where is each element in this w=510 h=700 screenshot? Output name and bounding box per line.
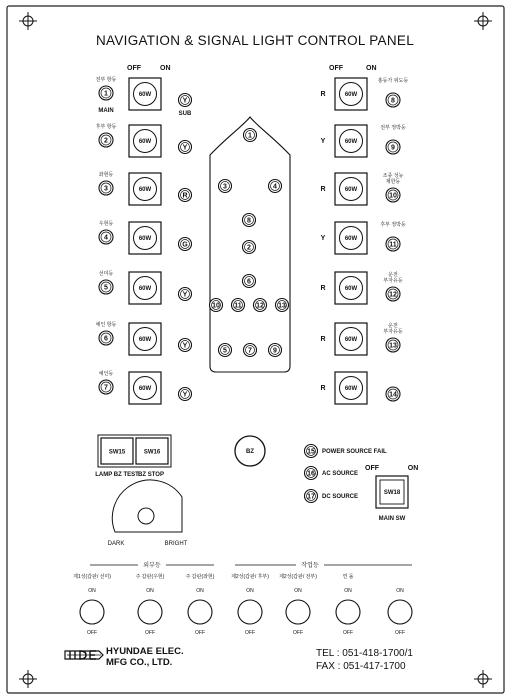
left-lamp-color-3-number: R <box>182 192 188 200</box>
left-lamp-indicator-4-number: 4 <box>104 234 108 242</box>
bottom-switch-2[interactable] <box>138 600 162 624</box>
right-lamp-switch-4[interactable] <box>335 222 367 254</box>
right-lamp-indicator-5 <box>386 287 400 301</box>
ship-lamp-8 <box>243 214 256 227</box>
left-lamp-switch-4[interactable] <box>129 222 161 254</box>
bottom-switch-on-7: ON <box>396 588 404 594</box>
ship-lamp-2 <box>243 241 256 254</box>
source-indicator-label-16: AC SOURCE <box>322 471 359 477</box>
left-lamp-label-4: 우현등 <box>98 221 114 227</box>
source-indicator-17 <box>305 490 318 503</box>
bottom-switch-4[interactable] <box>238 600 262 624</box>
left-lamp-color-7 <box>179 388 192 401</box>
bottom-switch-off-5: OFF <box>293 630 303 636</box>
buzzer-label: BZ <box>246 449 254 455</box>
ship-lamp-13-number: 13 <box>278 302 286 310</box>
left-lamp-indicator-7 <box>99 380 113 394</box>
bottom-switch-label-4: 제2성(갑판/ 후부) <box>231 574 269 580</box>
right-lamp-indicator-3 <box>386 188 400 202</box>
ship-lamp-6 <box>243 275 256 288</box>
bottom-switch-label-3: 주 갑판(좌현) <box>185 574 215 580</box>
right-lamp-indicator-6-number: 13 <box>389 342 397 350</box>
ship-lamp-13 <box>276 299 289 312</box>
on-label-left: ON <box>160 65 171 72</box>
ship-lamp-12 <box>254 299 267 312</box>
dimmer-bright-label: BRIGHT <box>164 541 188 547</box>
company-name-line2: MFG CO., LTD. <box>106 657 173 668</box>
left-lamp-switch-2[interactable] <box>129 125 161 157</box>
hde-logo <box>65 651 103 659</box>
on-label-right: ON <box>366 65 377 72</box>
left-lamp-color-1 <box>179 94 192 107</box>
left-lamp-switch-3-rating: 60W <box>138 187 152 193</box>
outer-group-label: 외부등 <box>143 563 161 569</box>
left-lamp-color-1-number: Y <box>182 97 188 105</box>
bz-stop-button[interactable] <box>136 438 168 464</box>
bottom-switch-label-5: 제2성(갑판/ 전부) <box>279 574 317 580</box>
ship-lamp-3-number: 3 <box>223 183 227 191</box>
left-lamp-label-5: 선미등 <box>98 271 114 277</box>
left-lamp-switch-7[interactable] <box>129 372 161 404</box>
ship-lamp-7-number: 7 <box>248 347 252 355</box>
source-indicator-16 <box>305 467 318 480</box>
bottom-switch-off-6: OFF <box>343 630 353 636</box>
bottom-switch-off-3: OFF <box>195 630 205 636</box>
left-lamp-color-5-number: Y <box>182 291 188 299</box>
bottom-switch-off-4: OFF <box>245 630 255 636</box>
ship-lamp-11-number: 11 <box>234 302 242 310</box>
left-lamp-switch-6[interactable] <box>129 323 161 355</box>
left-lamp-indicator-4 <box>99 230 113 244</box>
source-indicator-label-17: DC SOURCE <box>322 494 359 500</box>
left-lamp-indicator-2 <box>99 133 113 147</box>
fax-number: FAX : 051-417-1700 <box>316 661 406 672</box>
left-lamp-color-2-number: Y <box>182 144 188 152</box>
right-lamp-label-6: 운전 <box>388 323 398 329</box>
left-lamp-switch-4-rating: 60W <box>138 236 152 242</box>
bottom-switch-1[interactable] <box>80 600 104 624</box>
right-lamp-label2-6: 부자유등 <box>383 329 403 335</box>
right-lamp-label-5: 운전 <box>388 272 398 278</box>
right-lamp-switch-5-rating: 60W <box>344 286 358 292</box>
source-indicator-17-number: 17 <box>307 493 315 501</box>
ship-lamp-12-number: 12 <box>256 302 264 310</box>
work-group-label: 작업등 <box>301 563 319 569</box>
left-lamp-indicator-7-number: 7 <box>104 384 108 392</box>
main-sw-off-label: OFF <box>365 465 379 472</box>
right-lamp-switch-1[interactable] <box>335 78 367 110</box>
left-lamp-label-7: 예인등 <box>98 371 114 377</box>
right-lamp-color-7: R <box>320 385 326 392</box>
left-lamp-label-6: 예인 항등 <box>95 322 117 328</box>
bottom-switch-label-1: 제1성(갑판/ 선미) <box>73 574 111 580</box>
right-lamp-indicator-4 <box>386 237 400 251</box>
right-lamp-indicator-5-number: 12 <box>389 291 397 299</box>
left-lamp-color-5 <box>179 288 192 301</box>
left-lamp-color-4 <box>179 238 192 251</box>
ship-lamp-5-number: 5 <box>223 347 227 355</box>
off-label-left: OFF <box>127 65 141 72</box>
right-lamp-color-5: R <box>320 285 326 292</box>
right-lamp-indicator-4-number: 11 <box>389 241 397 249</box>
left-lamp-indicator-1 <box>99 86 113 100</box>
right-lamp-indicator-2 <box>386 140 400 154</box>
bz-stop-button-label: SW16 <box>143 449 161 456</box>
left-lamp-switch-3[interactable] <box>129 173 161 205</box>
right-lamp-switch-4-rating: 60W <box>344 236 358 242</box>
lamp-bz-test-button-label: SW15 <box>108 449 126 456</box>
right-lamp-switch-3[interactable] <box>335 173 367 205</box>
right-lamp-switch-3-rating: 60W <box>344 187 358 193</box>
right-lamp-switch-2[interactable] <box>335 125 367 157</box>
ship-lamp-3 <box>219 180 232 193</box>
left-lamp-switch-2-rating: 60W <box>138 139 152 145</box>
bottom-switch-5[interactable] <box>286 600 310 624</box>
off-label-right: OFF <box>329 65 343 72</box>
left-lamp-switch-1[interactable] <box>129 78 161 110</box>
ship-lamp-4-number: 4 <box>273 183 277 191</box>
left-lamp-switch-7-rating: 60W <box>138 386 152 392</box>
ship-lamp-8-number: 8 <box>247 217 251 225</box>
ship-lamp-10-number: 10 <box>212 302 220 310</box>
left-lamp-indicator-6 <box>99 331 113 345</box>
right-lamp-label-3: 조종 성능 <box>382 173 404 179</box>
left-lamp-switch-5-rating: 60W <box>138 286 152 292</box>
left-lamp-indicator-2-number: 2 <box>104 137 108 145</box>
right-lamp-color-2: Y <box>320 138 326 145</box>
right-lamp-switch-7[interactable] <box>335 372 367 404</box>
left-lamp-color-7-number: Y <box>182 391 188 399</box>
ship-lamp-9 <box>269 344 282 357</box>
right-lamp-switch-2-rating: 60W <box>344 139 358 145</box>
right-lamp-label-4: 후부 정박등 <box>380 222 406 228</box>
right-lamp-color-4: Y <box>320 235 326 242</box>
right-lamp-indicator-3-number: 10 <box>389 192 397 200</box>
main-sw-on-label: ON <box>407 465 419 472</box>
bottom-switch-off-2: OFF <box>145 630 155 636</box>
right-lamp-switch-5[interactable] <box>335 272 367 304</box>
ship-lamp-4 <box>269 180 282 193</box>
dimmer-dark-label: DARK <box>107 541 125 547</box>
source-indicator-15-number: 15 <box>307 448 315 456</box>
right-lamp-label-1: 홍등가 위도등 <box>377 78 409 84</box>
bottom-switch-on-5: ON <box>294 588 302 594</box>
right-lamp-label-2: 전부 정박등 <box>380 125 406 131</box>
left-lamp-sub-1: MAIN <box>98 108 114 114</box>
right-lamp-switch-1-rating: 60W <box>344 92 358 98</box>
right-lamp-switch-6-rating: 60W <box>344 337 358 343</box>
right-lamp-color-1: R <box>320 91 326 98</box>
bottom-switch-on-1: ON <box>88 588 96 594</box>
left-lamp-color-6 <box>179 339 192 352</box>
ship-lamp-10 <box>210 299 223 312</box>
bz-stop-caption: BZ STOP <box>138 472 164 478</box>
ship-lamp-1 <box>244 129 257 142</box>
bottom-switch-on-4: ON <box>246 588 254 594</box>
left-lamp-color-4-number: G <box>182 241 188 249</box>
right-lamp-color-6: R <box>320 336 326 343</box>
left-lamp-color-2 <box>179 141 192 154</box>
bottom-switch-7[interactable] <box>388 600 412 624</box>
left-lamp-color-sub-1: SUB <box>178 111 192 117</box>
left-lamp-indicator-6-number: 6 <box>104 335 108 343</box>
main-switch[interactable] <box>376 476 408 508</box>
left-lamp-indicator-1-number: 1 <box>104 90 108 98</box>
ship-lamp-1-number: 1 <box>248 132 252 140</box>
right-lamp-indicator-2-number: 9 <box>391 144 395 152</box>
tel-number: TEL : 051-418-1700/1 <box>316 648 413 659</box>
bottom-switch-label-6: 연 돌 <box>342 574 354 580</box>
lamp-bz-test-button[interactable] <box>101 438 133 464</box>
lamp-bz-test-caption: LAMP BZ TEST <box>95 472 139 478</box>
left-lamp-switch-1-rating: 60W <box>138 92 152 98</box>
bottom-switch-off-1: OFF <box>87 630 97 636</box>
panel-title: NAVIGATION & SIGNAL LIGHT CONTROL PANEL <box>95 33 415 48</box>
right-lamp-switch-7-rating: 60W <box>344 386 358 392</box>
bottom-switch-on-2: ON <box>146 588 154 594</box>
left-lamp-indicator-5 <box>99 280 113 294</box>
left-lamp-label-1: 전부 항등 <box>95 77 117 83</box>
left-lamp-switch-6-rating: 60W <box>138 337 152 343</box>
bottom-switch-on-3: ON <box>196 588 204 594</box>
left-lamp-label-2: 후부 항등 <box>95 124 117 130</box>
ship-lamp-9-number: 9 <box>273 347 277 355</box>
right-lamp-indicator-1 <box>386 93 400 107</box>
left-lamp-color-3 <box>179 189 192 202</box>
left-lamp-color-6-number: Y <box>182 342 188 350</box>
left-lamp-indicator-3 <box>99 181 113 195</box>
bottom-switch-on-6: ON <box>344 588 352 594</box>
ship-lamp-6-number: 6 <box>247 278 251 286</box>
left-lamp-switch-5[interactable] <box>129 272 161 304</box>
source-indicator-label-15: POWER SOURCE FAIL <box>322 449 387 455</box>
main-switch-caption: MAIN SW <box>378 516 406 522</box>
left-lamp-indicator-3-number: 3 <box>104 185 108 193</box>
left-lamp-label-3: 좌현등 <box>98 172 114 178</box>
ship-lamp-11 <box>232 299 245 312</box>
ship-lamp-2-number: 2 <box>247 244 251 252</box>
ship-lamp-7 <box>244 344 257 357</box>
right-lamp-label2-3: 제한등 <box>385 179 401 185</box>
company-name-line1: HYUNDAE ELEC. <box>106 646 184 657</box>
right-lamp-label2-5: 부자유등 <box>383 278 403 284</box>
right-lamp-color-3: R <box>320 186 326 193</box>
bottom-switch-3[interactable] <box>188 600 212 624</box>
bottom-switch-label-2: 주 갑판(우현) <box>135 574 165 580</box>
left-lamp-indicator-5-number: 5 <box>104 284 108 292</box>
right-lamp-indicator-7-number: 14 <box>389 391 397 399</box>
bottom-switch-6[interactable] <box>336 600 360 624</box>
source-indicator-16-number: 16 <box>307 470 315 478</box>
right-lamp-indicator-6 <box>386 338 400 352</box>
bottom-switch-off-7: OFF <box>395 630 405 636</box>
right-lamp-switch-6[interactable] <box>335 323 367 355</box>
main-switch-label: SW18 <box>383 490 401 496</box>
right-lamp-indicator-1-number: 8 <box>391 97 395 105</box>
right-lamp-indicator-7 <box>386 387 400 401</box>
ship-lamp-5 <box>219 344 232 357</box>
source-indicator-15 <box>305 445 318 458</box>
